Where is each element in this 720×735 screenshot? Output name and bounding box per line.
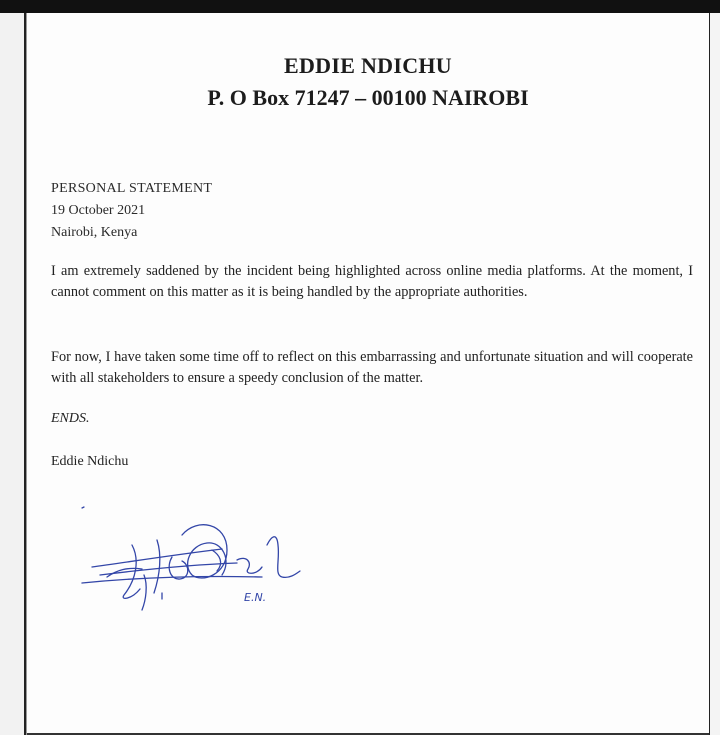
statement-location: Nairobi, Kenya [51,225,138,240]
right-page-edge [708,13,720,735]
signature-initials: E.N. [244,591,267,604]
statement-date: 19 October 2021 [51,203,146,218]
body-paragraph-1: I am extremely saddened by the incident being highlighted across online media platforms. At the moment, I cannot comment on this matter as it is being handled by the appropriate authorities. [51,263,693,300]
handwritten-signature [62,505,302,615]
letterhead-name: EDDIE NDICHU [283,53,452,78]
top-black-bar [0,0,720,13]
statement-type: PERSONAL STATEMENT [51,181,213,196]
body-paragraph-2: For now, I have taken some time off to reflect on this embarrassing and unfortunate situation and will cooperate with all stakeholders to ensure a speedy conclusion of the matter. [51,349,693,386]
signatory-name: Eddie Ndichu [51,454,129,469]
left-page-edge [0,13,26,735]
document-page [26,13,709,735]
letterhead-address: P. O Box 71247 – 00100 NAIROBI [207,85,529,110]
ends-marker: ENDS. [51,411,90,426]
